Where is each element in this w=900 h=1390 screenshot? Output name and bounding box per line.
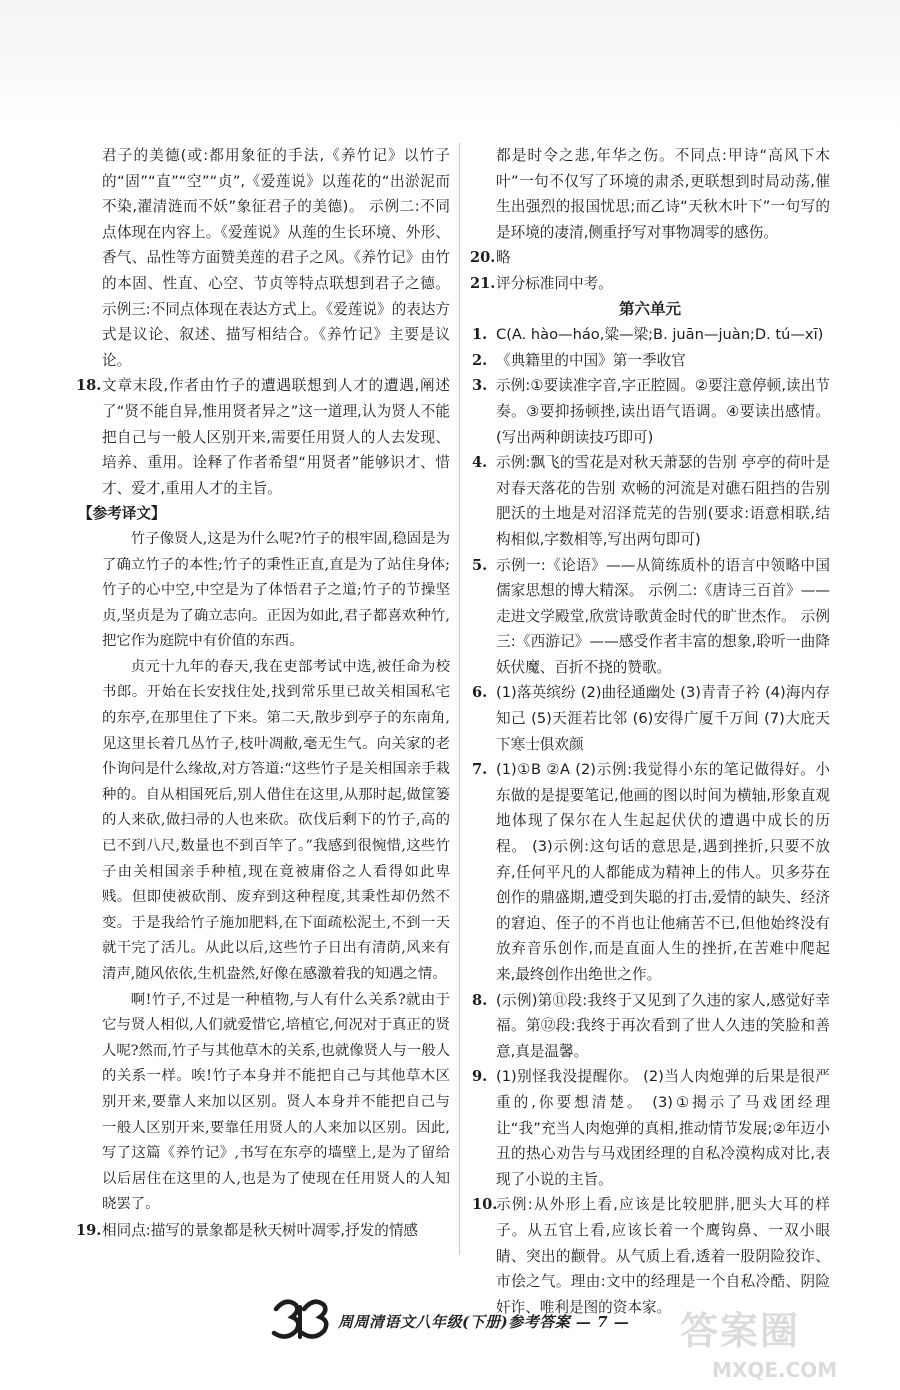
unit6-item-number: 1.	[472, 326, 488, 344]
q21-item	[470, 271, 830, 297]
q19-text: 相同点:描写的景象都是秋天树叶凋零,抒发的情感	[102, 1221, 419, 1239]
q21-text: 评分标准同中考。	[496, 274, 613, 292]
q18-text: 文章末段,作者由竹子的遭遇联想到人才的遭遇,阐述了“贤不能自异,惟用贤者异之”这一道理,认为贤人不能把自己与一般人区别开来,需要任用贤人的人去发现、培养、重用。诠释了作者希望“用贤者”能够识才、惜才、爱才,重用人才的主旨。	[102, 377, 450, 497]
q17-continuation: 君子的美德(或:都用象征的手法,《养竹记》以竹子的“固”“直”“空”“贞”,《爱莲说》以莲花的“出淤泥而不染,濯清涟而不妖”象征君子的美德)。 示例二:不同点体现在内容上。《爱莲说》从莲的生长环境、外形、香气、品性等方面赞美莲的君子之风。《养竹记》由竹的本固、性直、心空、节贞等特点联想到君子之德。 示例三:不同点体现在表达方式上。《爱莲说》的表达方式是议论、叙述、描写相结合。《养竹记》主要是议论。	[102, 147, 450, 369]
unit6-item-number: 7.	[472, 761, 488, 779]
unit6-item	[470, 322, 830, 348]
q21-number: 21.	[470, 274, 496, 292]
reference-translation	[76, 527, 450, 1218]
unit6-item	[470, 373, 830, 450]
translation-paragraph-1: 竹子像贤人,这是为什么呢?竹子的根牢固,稳固是为了确立竹子的本性;竹子的秉性正直,直是为了站住身体;竹子的心中空,中空是为了体悟君子之道;竹子的节操坚贞,坚贞是为了确立志向。正因为如此,君子都喜欢种竹,把它作为庭院中有价值的东西。	[102, 530, 450, 650]
unit6-item-number: 6.	[472, 684, 488, 702]
q18-item	[76, 373, 450, 501]
left-column	[76, 143, 450, 1244]
column-divider	[459, 143, 460, 1255]
unit6-item-text: (示例)第⑪段:我终于又见到了久违的家人,感觉好幸福。第⑫段:我终于再次看到了世人久违的笑脸和善意,真是温馨。	[496, 991, 830, 1060]
unit6-item	[470, 450, 830, 552]
unit6-item-number: 5.	[472, 556, 488, 574]
unit6-item	[470, 680, 830, 757]
unit6-item-text: 示例:飘飞的雪花是对秋天萧瑟的告别 亭亭的荷叶是对春天落花的告别 欢畅的河流是对礁石阻挡的告别 肥沃的土地是对沼泽荒芜的告别(要求:语意相联,结构相似,字数相等,写出两句即可)	[496, 454, 830, 548]
q19-continuation: 都是时令之悲,年华之伤。不同点:甲诗“高风下木叶”一句不仅写了环境的肃杀,更联想到时局动荡,催生出强烈的报国忧思;而乙诗“天秋木叶下”一句写的是环境的凄清,侧重抒写对事物凋零的感伤。	[496, 147, 830, 241]
q20-text: 略	[496, 249, 511, 267]
unit6-item	[470, 988, 830, 1065]
watermark-url-text: MXQE.COM	[712, 1358, 838, 1382]
unit6-item-text: 示例:从外形上看,应该是比较肥胖,肥头大耳的样子。从五官上看,应该长着一个鹰钩鼻、一双小眼睛、突出的颧骨。从气质上看,透着一股阴险狡诈、市侩之气。理由:文中的经理是一个自私冷酷、阴险奸诈、唯利是图的资本家。	[496, 1196, 830, 1316]
footer-title: 周周清语文八年级(下册)参考答案 — 7 —	[338, 1313, 630, 1331]
section-title: 第六单元	[618, 299, 681, 318]
q20-number: 20.	[470, 249, 496, 267]
unit6-item	[470, 1064, 830, 1192]
brand-logo-icon	[270, 1295, 330, 1345]
unit6-item-text: 示例一:《论语》——从简练质朴的语言中领略中国儒家思想的博大精深。 示例二:《唐诗三百首》——走进文学殿堂,欣赏诗歌黄金时代的旷世杰作。 示例三:《西游记》——感受作者丰富的想象,聆听一曲降妖伏魔、百折不挠的赞歌。	[496, 556, 830, 676]
unit6-item-number: 3.	[472, 377, 488, 395]
unit6-item-number: 8.	[472, 991, 488, 1009]
q19-item	[76, 1218, 450, 1244]
unit6-item-number: 10.	[472, 1196, 498, 1214]
unit6-item	[470, 348, 830, 374]
page-footer	[270, 1303, 650, 1343]
unit6-item-text: 《典籍里的中国》第一季收官	[496, 351, 686, 369]
unit6-item	[470, 757, 830, 987]
watermark-main-text: 答案圈	[680, 1309, 801, 1353]
unit6-item-text: 示例:①要读准字音,字正腔圆。②要注意停顿,读出节奏。③要抑扬顿挫,读出语气语调。④要读出感情。(写出两种朗读技巧即可)	[496, 377, 830, 446]
page-top-shade	[0, 0, 900, 130]
translation-paragraph-2: 贞元十九年的春天,我在吏部考试中选,被任命为校书郎。开始在长安找住处,找到常乐里已故关相国私宅的东亭,在那里住了下来。第二天,散步到亭子的东南角,见这里长着几丛竹子,枝叶凋敝,毫无生气。向关家的老仆询问是什么缘故,对方答道:“这些竹子是关相国亲手栽种的。自从相国死后,别人借住在这里,从那时起,做筐篓的人来砍,做扫帚的人也来砍。砍伐后剩下的竹子,高的已不到八尺,数量也不到百竿了。”我感到很惋惜,这些竹子由关相国亲手种植,现在竟被庸俗之人看得如此卑贱。但即使被砍削、废弃到这种程度,其秉性却仍然不变。于是我给竹子施加肥料,在下面疏松泥土,不到一天就干完了活儿。从此以后,这些竹子日出有清荫,风来有清声,随风依依,生机盎然,好像在感激着我的知遇之情。	[102, 658, 450, 982]
unit6-item-text: (1)①B ②A (2)示例:我觉得小东的笔记做得好。小东做的是提要笔记,他画的图以时间为横轴,形象直观地体现了保尔在人生起起伏伏的遭遇中成长的历程。 (3)示例:这句话的意思是,遇到挫折,只要不放弃,任何平凡的人都能成为精神上的伟人。贝多芬在创作的鼎盛期,遭受到失聪的打击,爱情的缺失、经济的窘迫、侄子的不肖也让他痛苦不已,但他始终没有放弃音乐创作,而是直面人生的挫折,在苦难中爬起来,最终创作出绝世之作。	[496, 761, 830, 983]
translation-paragraph-3: 啊!竹子,不过是一种植物,与人有什么关系?就由于它与贤人相似,人们就爱惜它,培植它,何况对于真正的贤人呢?然而,竹子与其他草木的关系,也就像贤人与一般人的关系一样。唉!竹子本身并不能把自己与其他草木区别开来,要靠人来加以区别。贤人本身并不能把自己与一般人区别开来,要靠任用贤人的人来加以区别。因此,写了这篇《养竹记》,书写在东亭的墙壁上,是为了留给以后居住在这里的人,也是为了使现在任用贤人的人知晓罢了。	[102, 991, 450, 1213]
q20-item	[470, 245, 830, 271]
unit6-item-number: 2.	[472, 351, 488, 369]
right-column	[470, 143, 830, 1320]
unit6-item-text: C(A. hào—háo,粱—梁;B. juān—juàn;D. tú—xī)	[496, 326, 824, 344]
unit6-item	[470, 553, 830, 681]
q18-number: 18.	[76, 377, 102, 395]
unit6-item-number: 9.	[472, 1068, 488, 1086]
reference-translation-label: 【参考译文】	[78, 505, 166, 523]
unit6-item-number: 4.	[472, 454, 488, 472]
q19-number: 19.	[76, 1221, 102, 1239]
unit6-item-text: (1)落英缤纷 (2)曲径通幽处 (3)青青子衿 (4)海内存知己 (5)天涯若比邻 (6)安得广厦千万间 (7)大庇天下寒士俱欢颜	[496, 684, 830, 753]
unit6-item-text: (1)别怪我没提醒你。 (2)当人肉炮弹的后果是很严重的,你要想清楚。 (3)①揭示了马戏团经理让“我”充当人肉炮弹的真相,推动情节发展;②年迈小丑的热心劝告与马戏团经理的自私冷漠构成对比,表现了小说的主旨。	[496, 1068, 830, 1188]
site-watermark	[660, 1296, 900, 1390]
